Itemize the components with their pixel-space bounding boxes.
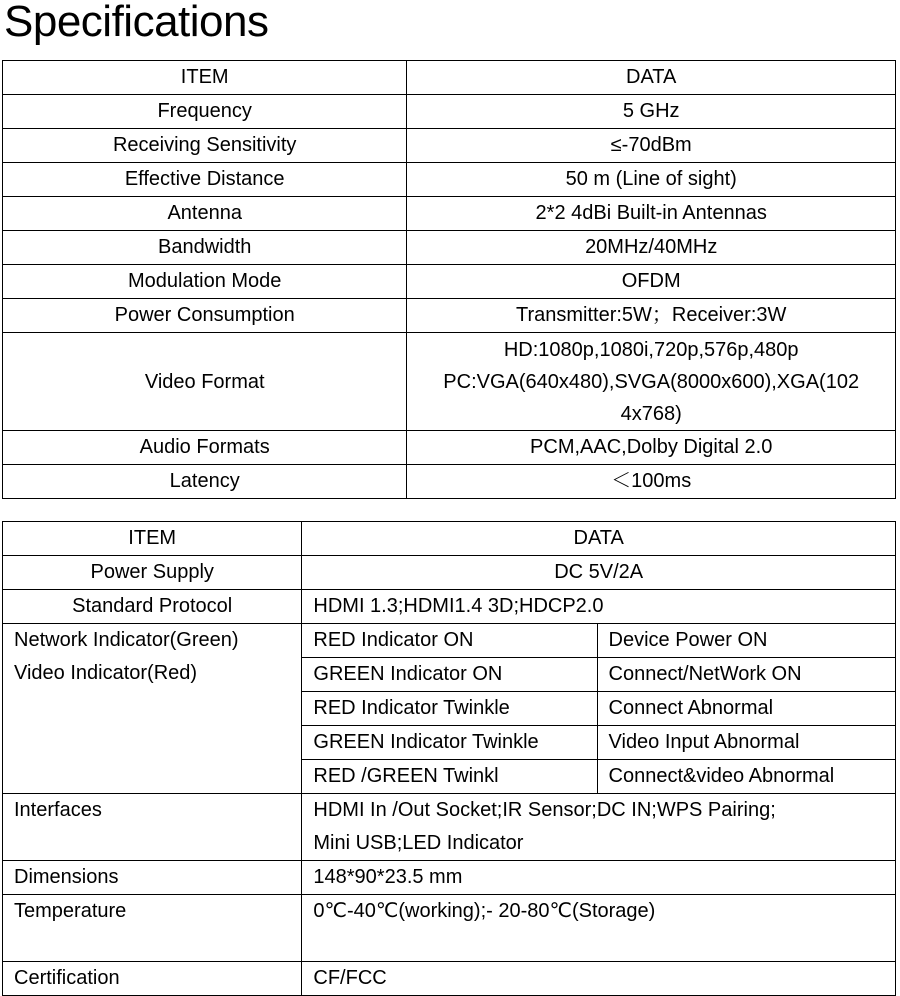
table-row xyxy=(3,333,896,431)
row-item: Modulation Mode xyxy=(3,265,407,299)
row-item: Video Format xyxy=(3,333,407,431)
table-row xyxy=(3,431,896,465)
row-item: Bandwidth xyxy=(3,231,407,265)
row-data: 20MHz/40MHz xyxy=(407,231,896,265)
table-row xyxy=(3,794,896,861)
row-item: Interfaces xyxy=(3,794,302,861)
specifications-table-1 xyxy=(2,60,896,499)
indicator-meaning: Connect&video Abnormal xyxy=(597,760,895,794)
table-row xyxy=(3,861,896,895)
row-item: Standard Protocol xyxy=(3,590,302,624)
header-data: DATA xyxy=(302,522,896,556)
interfaces-line: Mini USB;LED Indicator xyxy=(313,832,524,854)
table-row xyxy=(3,962,896,996)
row-item: Certification xyxy=(3,962,302,996)
indicator-meaning: Connect/NetWork ON xyxy=(597,658,895,692)
row-data: 0℃-40℃(working);- 20-80℃(Storage) xyxy=(302,895,896,962)
row-item: Antenna xyxy=(3,197,407,231)
indicator-state: RED Indicator ON xyxy=(302,624,597,658)
row-data: PCM,AAC,Dolby Digital 2.0 xyxy=(407,431,896,465)
specifications-table-2 xyxy=(2,521,896,996)
indicator-meaning: Device Power ON xyxy=(597,624,895,658)
table-row xyxy=(3,231,896,265)
row-data: ＜100ms xyxy=(407,465,896,499)
row-data: HDMI 1.3;HDMI1.4 3D;HDCP2.0 xyxy=(302,590,896,624)
table-row xyxy=(3,163,896,197)
row-data: OFDM xyxy=(407,265,896,299)
row-data: Transmitter:5W；Receiver:3W xyxy=(407,299,896,333)
row-item: Power Supply xyxy=(3,556,302,590)
row-item: Frequency xyxy=(3,95,407,129)
row-data-multiline xyxy=(302,794,896,861)
row-item: Receiving Sensitivity xyxy=(3,129,407,163)
row-data: 148*90*23.5 mm xyxy=(302,861,896,895)
row-item: Latency xyxy=(3,465,407,499)
video-format-line: HD:1080p,1080i,720p,576p,480p xyxy=(503,338,799,361)
row-data: 50 m (Line of sight) xyxy=(407,163,896,197)
indicator-state: RED Indicator Twinkle xyxy=(302,692,597,726)
row-item: Temperature xyxy=(3,895,302,962)
table-row xyxy=(3,895,896,962)
table-row xyxy=(3,299,896,333)
table-row xyxy=(3,129,896,163)
video-format-line: PC:VGA(640x480),SVGA(8000x600),XGA(102 xyxy=(443,370,860,393)
row-item: Audio Formats xyxy=(3,431,407,465)
indicator-item-line: Network Indicator(Green) xyxy=(14,629,239,651)
table-row xyxy=(3,95,896,129)
indicator-meaning: Connect Abnormal xyxy=(597,692,895,726)
table-row xyxy=(3,556,896,590)
row-data: ≤-70dBm xyxy=(407,129,896,163)
table-row xyxy=(3,265,896,299)
row-data: DC 5V/2A xyxy=(302,556,896,590)
row-item: Effective Distance xyxy=(3,163,407,197)
indicator-state: GREEN Indicator ON xyxy=(302,658,597,692)
table-row xyxy=(3,197,896,231)
row-item: Dimensions xyxy=(3,861,302,895)
header-item: ITEM xyxy=(3,522,302,556)
table-row xyxy=(3,624,896,658)
table-row xyxy=(3,590,896,624)
interfaces-line: HDMI In /Out Socket;IR Sensor;DC IN;WPS Pairing; xyxy=(313,799,776,821)
row-data-multiline xyxy=(407,333,896,431)
header-data: DATA xyxy=(407,61,896,95)
row-data: 5 GHz xyxy=(407,95,896,129)
table-header-row xyxy=(3,522,896,556)
indicator-item-line: Video Indicator(Red) xyxy=(14,662,198,684)
table-row xyxy=(3,465,896,499)
header-item: ITEM xyxy=(3,61,407,95)
indicator-state: RED /GREEN Twinkl xyxy=(302,760,597,794)
indicator-item xyxy=(3,624,302,794)
row-data: 2*2 4dBi Built-in Antennas xyxy=(407,197,896,231)
video-format-line: 4x768) xyxy=(620,402,682,425)
row-item: Power Consumption xyxy=(3,299,407,333)
row-data: CF/FCC xyxy=(302,962,896,996)
indicator-state: GREEN Indicator Twinkle xyxy=(302,726,597,760)
table-header-row xyxy=(3,61,896,95)
page-title: Specifications xyxy=(4,0,269,46)
indicator-meaning: Video Input Abnormal xyxy=(597,726,895,760)
